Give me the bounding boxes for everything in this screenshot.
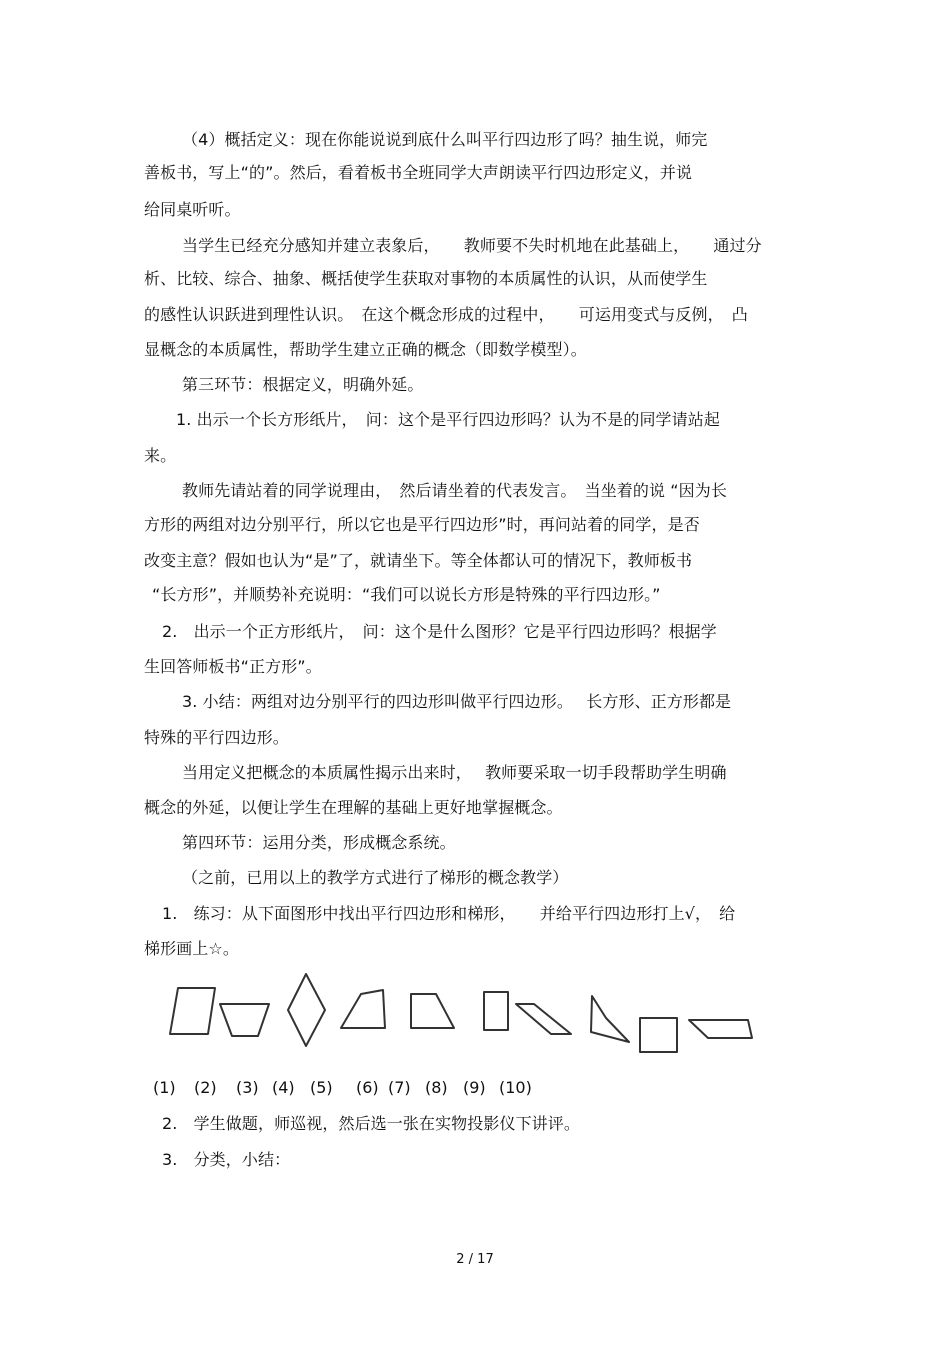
text-line: 2. 学生做题，师巡视，然后选一张在实物投影仪下讲评。 bbox=[162, 1114, 580, 1133]
shape-6-rectangle bbox=[484, 992, 508, 1030]
text-line: 善板书，写上“的”。然后，看着板书全班同学大声朗读平行四边形定义，并说 bbox=[144, 163, 693, 182]
shape-1-parallelogram bbox=[170, 988, 215, 1034]
text-line: 当用定义把概念的本质属性揭示出来时， 教师要采取一切手段帮助学生明确 bbox=[182, 763, 727, 782]
figure-label: (2) bbox=[194, 1078, 217, 1097]
text-line: 生回答师板书“正方形”。 bbox=[144, 657, 322, 676]
figure-label: (3) bbox=[236, 1078, 259, 1097]
figure-label: (6) bbox=[356, 1078, 379, 1097]
text-line: 概念的外延，以便让学生在理解的基础上更好地掌握概念。 bbox=[144, 798, 563, 817]
text-line: （之前，已用以上的教学方式进行了梯形的概念教学） bbox=[182, 868, 569, 887]
text-line: “长方形”，并顺势补充说明：“我们可以说长方形是特殊的平行四边形。” bbox=[152, 585, 661, 604]
shape-7-parallelogram bbox=[516, 1004, 571, 1034]
shape-9-square bbox=[640, 1018, 677, 1052]
text-line: 给同桌听听。 bbox=[144, 200, 241, 219]
figure-label: (8) bbox=[425, 1078, 448, 1097]
text-line: 来。 bbox=[144, 446, 177, 465]
text-line: 当学生已经充分感知并建立表象后， 教师要不失时机地在此基础上， 通过分 bbox=[182, 236, 762, 255]
figure-label: (9) bbox=[463, 1078, 486, 1097]
text-line: （4）概括定义：现在你能说说到底什么叫平行四边形了吗？抽生说，师完 bbox=[182, 130, 708, 149]
text-line: 的感性认识跃进到理性认识。 在这个概念形成的过程中， 可运用变式与反例， 凸 bbox=[144, 305, 748, 324]
text-line: 改变主意？假如也认为“是”了，就请坐下。等全体都认可的情况下，教师板书 bbox=[144, 551, 693, 570]
shape-5-trapezoid bbox=[411, 994, 454, 1028]
figure-label: (5) bbox=[310, 1078, 333, 1097]
figure-label: (1) bbox=[153, 1078, 176, 1097]
text-line: 2. 出示一个正方形纸片， 问：这个是什么图形？它是平行四边形吗？根据学 bbox=[162, 622, 717, 641]
quadrilateral-figures bbox=[160, 966, 760, 1058]
page-number: 2 / 17 bbox=[456, 1252, 494, 1267]
section-heading: 第三环节：根据定义，明确外延。 bbox=[182, 375, 424, 394]
text-line: 1. 练习：从下面图形中找出平行四边形和梯形， 并给平行四边形打上√， 给 bbox=[162, 904, 736, 923]
text-line: 教师先请站着的同学说理由， 然后请坐着的代表发言。 当坐着的说 “因为长 bbox=[182, 481, 727, 500]
text-line: 特殊的平行四边形。 bbox=[144, 728, 289, 747]
text-line: 显概念的本质属性，帮助学生建立正确的概念（即数学模型）。 bbox=[144, 340, 587, 359]
shape-2-trapezoid bbox=[220, 1004, 269, 1036]
text-line: 1. 出示一个长方形纸片， 问：这个是平行四边形吗？认为不是的同学请站起 bbox=[176, 410, 720, 429]
figure-label: (10) bbox=[499, 1078, 532, 1097]
text-line: 析、比较、综合、抽象、概括使学生获取对事物的本质属性的认识，从而使学生 bbox=[144, 269, 708, 288]
section-heading: 第四环节：运用分类，形成概念系统。 bbox=[182, 833, 456, 852]
shape-4-quadrilateral bbox=[341, 990, 385, 1028]
text-line: 3. 分类，小结： bbox=[162, 1150, 291, 1169]
text-line: 方形的两组对边分别平行，所以它也是平行四边形”时，再问站着的同学，是否 bbox=[144, 515, 700, 534]
figure-label: (7) bbox=[388, 1078, 411, 1097]
shape-10-parallelogram bbox=[689, 1020, 752, 1038]
text-line: 梯形画上☆。 bbox=[144, 939, 239, 958]
shape-3-rhombus bbox=[288, 974, 325, 1046]
figure-label: (4) bbox=[272, 1078, 295, 1097]
shape-8-quadrilateral bbox=[591, 996, 629, 1042]
text-line: 3. 小结：两组对边分别平行的四边形叫做平行四边形。 长方形、正方形都是 bbox=[182, 692, 732, 711]
